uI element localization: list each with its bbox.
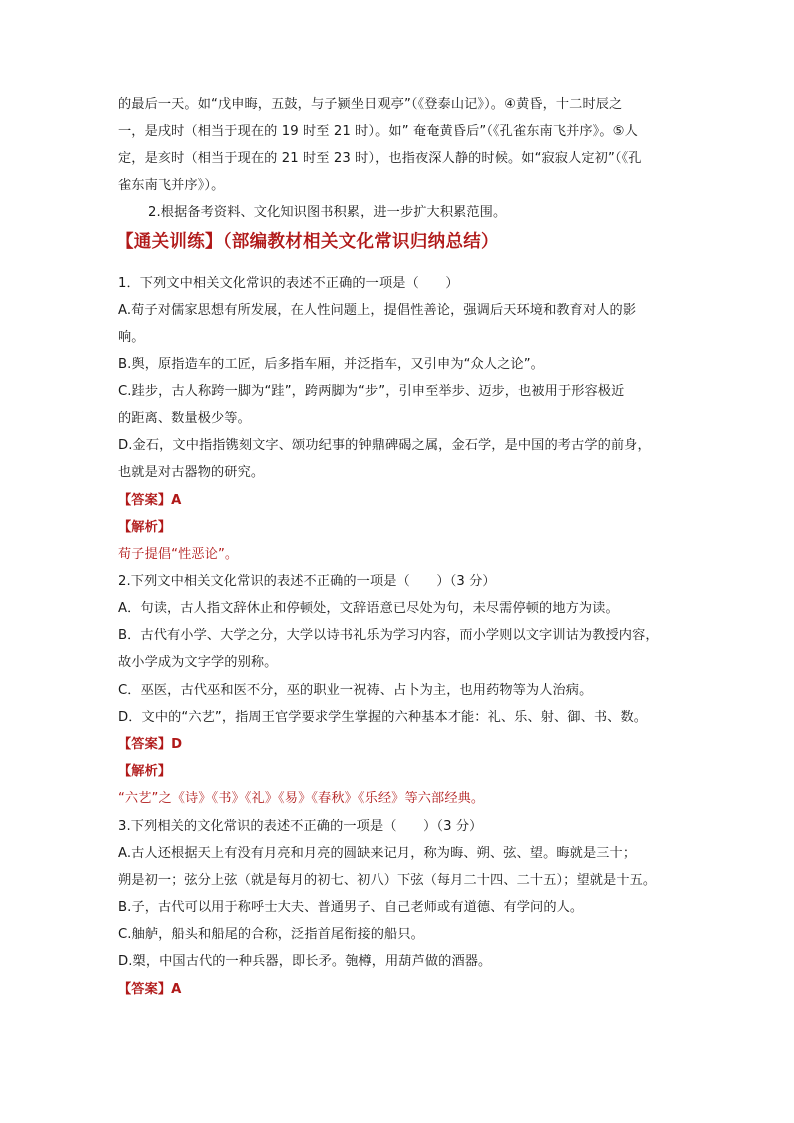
intro-line-4: 雀东南飞并序》）。	[118, 178, 225, 193]
q2-answer: 【答案】D	[118, 737, 183, 752]
q1-option-c-line-1: C.跬步，古人称跨一脚为“跬”，跨两脚为“步”，引申至举步、迈步，也被用于形容极近	[118, 384, 625, 399]
q3-option-c: C.舳舻，船头和船尾的合称，泛指首尾衔接的船只。	[118, 927, 424, 942]
q1-analysis-label: 【解析】	[118, 520, 172, 535]
q2-option-d: D．文中的“六艺”，指周王官学要求学生掌握的六种基本才能：礼、乐、射、御、书、数。	[118, 710, 648, 725]
q1-stem: 1．下列文中相关文化常识的表述不正确的一项是（ ）	[118, 276, 459, 291]
q3-option-a-line-2: 朔是初一；弦分上弦（就是每月的初七、初八）下弦（每月二十四、二十五）；望就是十五。	[118, 873, 657, 888]
q3-option-b: B.子，古代可以用于称呼士大夫、普通男子、自己老师或有道德、有学问的人。	[118, 900, 584, 915]
q3-stem: 3.下列相关的文化常识的表述不正确的一项是（ ）（3 分）	[118, 819, 483, 834]
intro-line-2: 一，是戌时（相当于现在的 19 时至 21 时）。如” 奄奄黄昏后”（《孔雀东南飞并序》。⑤人	[118, 124, 638, 139]
section-heading: 【通关训练】（部编教材相关文化常识归纳总结）	[116, 232, 499, 252]
intro-point-2: 2.根据备考资料、文化知识图书积累，进一步扩大积累范围。	[148, 205, 507, 220]
q1-option-c-line-2: 的距离、数量极少等。	[118, 411, 251, 426]
intro-line-3: 定，是亥时（相当于现在的 21 时至 23 时），也指夜深人静的时候。如“寂寂人定初”（《孔	[118, 151, 642, 166]
q2-option-a: A．句读，古人指文辞休止和停顿处，文辞语意已尽处为句，未尽需停顿的地方为读。	[118, 601, 619, 616]
q1-option-d-line-1: D.金石，文中指指镌刻文字、颂功纪事的钟鼎碑碣之属，金石学，是中国的考古学的前身，	[118, 438, 651, 453]
q1-option-a-line-1: A.荀子对儒家思想有所发展，在人性问题上，提倡性善论，强调后天环境和教育对人的影	[118, 303, 637, 318]
q2-stem: 2.下列文中相关文化常识的表述不正确的一项是（ ）（3 分）	[118, 574, 496, 589]
q3-option-a-line-1: A.古人还根据天上有没有月亮和月亮的圆缺来记月，称为晦、朔、弦、望。晦就是三十；	[118, 846, 637, 861]
q1-analysis-text: 荀子提倡“性恶论”。	[118, 547, 239, 562]
q2-analysis-label: 【解析】	[118, 764, 172, 779]
q2-option-b-line-1: B．古代有小学、大学之分，大学以诗书礼乐为学习内容，而小学则以文字训诂为教授内容，	[118, 628, 659, 643]
q3-answer: 【答案】A	[118, 982, 182, 997]
q2-analysis-text: “六艺”之《诗》《书》《礼》《易》《春秋》《乐经》等六部经典。	[118, 791, 485, 806]
q2-option-c: C．巫医，古代巫和医不分，巫的职业一祝祷、占卜为主，也用药物等为人治病。	[118, 683, 593, 698]
q1-answer: 【答案】A	[118, 493, 182, 508]
q2-option-b-line-2: 故小学成为文字学的别称。	[118, 655, 278, 670]
q1-option-d-line-2: 也就是对古器物的研究。	[118, 465, 265, 480]
q3-option-d: D.槊，中国古代的一种兵器，即长矛。匏樽，用葫芦做的酒器。	[118, 954, 492, 969]
intro-line-1: 的最后一天。如“戊申晦，五鼓，与子颍坐日观亭”（《登泰山记》）。④黄昏，十二时辰之	[118, 97, 623, 112]
q1-option-b: B.舆，原指造车的工匠，后多指车厢，并泛指车，又引申为“众人之论”。	[118, 357, 544, 372]
q1-option-a-line-2: 响。	[118, 330, 145, 345]
